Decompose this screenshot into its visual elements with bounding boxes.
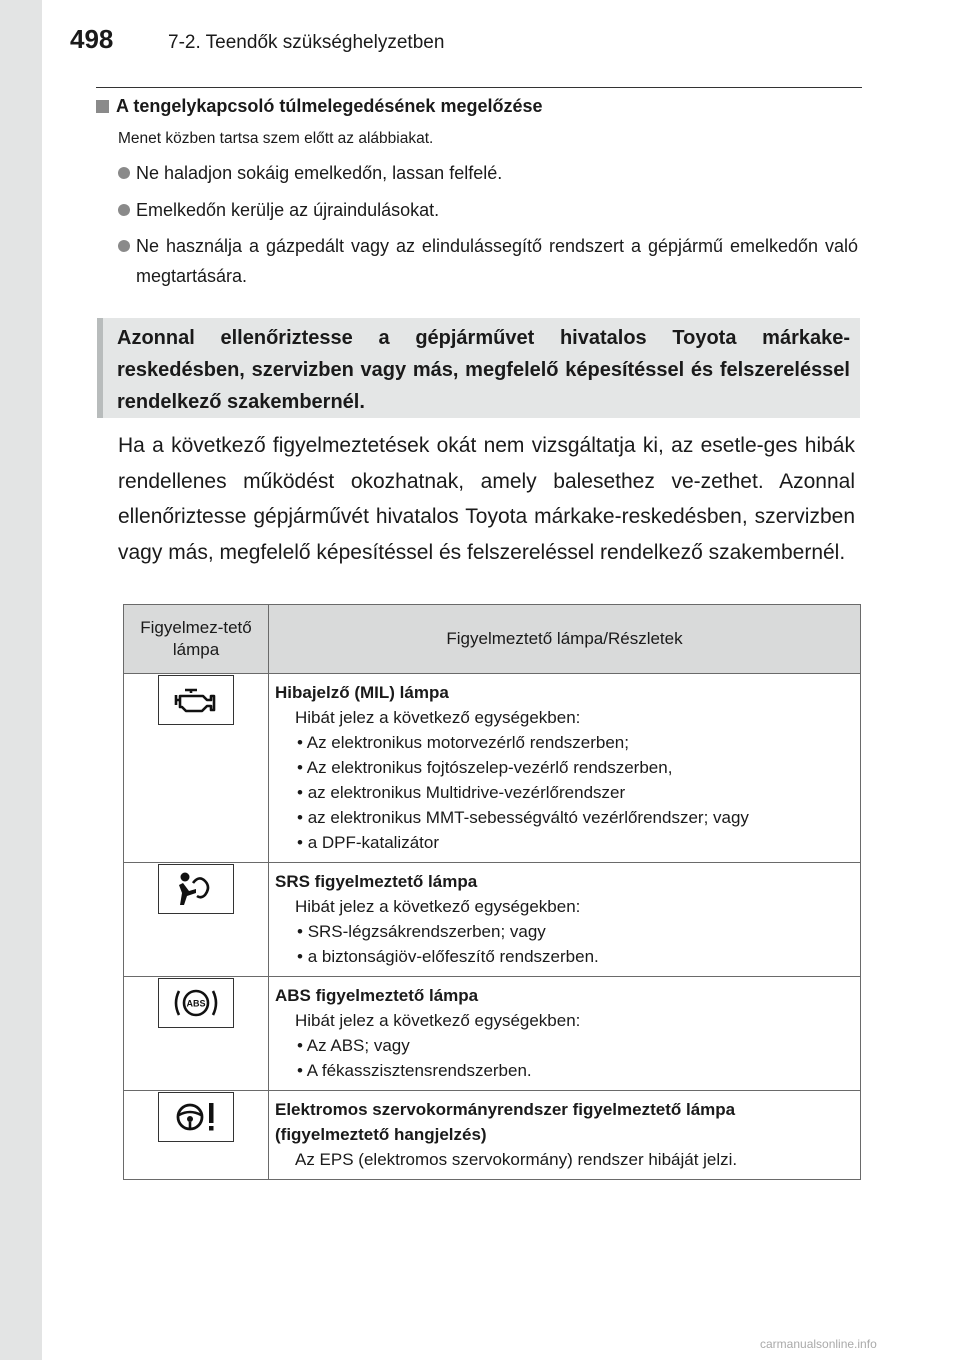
list-item: • Az elektronikus motorvezérlő rendszerben;: [297, 733, 629, 752]
header-rule: [96, 87, 862, 88]
icon-cell: [124, 674, 269, 863]
notice-box: [97, 318, 860, 418]
table-row: [124, 977, 861, 1091]
eps-icon: [158, 1092, 234, 1142]
header-lamp: Figyelmez-tető lámpa: [124, 605, 269, 674]
detail-cell: [269, 674, 861, 863]
icon-cell: [124, 977, 269, 1091]
list-item: • Az ABS; vagy: [297, 1036, 410, 1055]
table-header-row: [124, 605, 861, 674]
table-row: [124, 863, 861, 977]
page-number: 498: [70, 24, 114, 54]
lamp-desc: Hibát jelez a következő egységekben:: [295, 1011, 581, 1030]
list-item: • Az elektronikus fojtószelep-vezérlő rendszerben,: [297, 758, 673, 777]
list-item: • a DPF-katalizátor: [297, 833, 440, 852]
warning-lamp-table: [123, 604, 861, 1180]
table-row: [124, 674, 861, 863]
list-item: • A fékasszisztensrendszerben.: [297, 1061, 532, 1080]
bullet-text: Ne haladjon sokáig emelkedőn, lassan felfelé.: [136, 163, 503, 183]
engine-icon: [158, 675, 234, 725]
bullet-text: Emelkedőn kerülje az újraindulásokat.: [136, 200, 440, 220]
square-bullet-icon: [96, 100, 109, 113]
lamp-desc: Hibát jelez a következő egységekben:: [295, 897, 581, 916]
footer-watermark: carmanualsonline.info: [760, 1337, 877, 1351]
bullet-item: [118, 158, 858, 188]
body-paragraph: Ha a következő figyelmeztetések okát nem vizsgáltatja ki, az esetle-ges hibák rendellenes működést okozhatnak, amely balesethez ve-zethet. Azonnal ellenőriztesse gépjárművét hivatalos Toyota márkake-reskedésben, szervizben vagy más, megfelelő képesítéssel és felszereléssel rendelkező szakembernél.: [118, 434, 855, 564]
bullet-item: [118, 231, 858, 291]
list-item: • az elektronikus Multidrive-vezérlőrendszer: [297, 783, 626, 802]
lamp-title: SRS figyelmeztető lámpa: [275, 872, 478, 891]
header-details: Figyelmeztető lámpa/Részletek: [269, 605, 861, 674]
bullet-dot-icon: [118, 204, 130, 216]
notice-text: Azonnal ellenőriztesse a gépjárművet hivatalos Toyota márkake-reskedésben, szervizben vagy más, megfelelő képesítéssel és felszereléssel rendelkező szakembernél.: [117, 327, 850, 413]
list-item: • az elektronikus MMT-sebességváltó vezérlőrendszer; vagy: [297, 808, 749, 827]
chapter-title: 7-2. Teendők szükséghelyzetben: [168, 32, 445, 53]
icon-cell: [124, 1091, 269, 1180]
list-item: • SRS-légzsákrendszerben; vagy: [297, 922, 546, 941]
bullet-text: Ne használja a gázpedált vagy az elindulássegítő rendszert a gépjármű emelkedőn való megtartására.: [136, 236, 858, 286]
lamp-title: ABS figyelmeztető lámpa: [275, 986, 479, 1005]
abs-icon-label: ABS: [186, 998, 206, 1009]
page-sidebar: [0, 0, 42, 1360]
lamp-desc: Az EPS (elektromos szervokormány) rendszer hibáját jelzi.: [295, 1150, 738, 1169]
abs-icon: [158, 978, 234, 1028]
section-intro: Menet közben tartsa szem előtt az alábbiakat.: [118, 130, 434, 147]
detail-cell: [269, 863, 861, 977]
airbag-icon: [158, 864, 234, 914]
detail-cell: [269, 1091, 861, 1180]
list-item: • a biztonságiöv-előfeszítő rendszerben.: [297, 947, 599, 966]
section-title: [96, 96, 543, 117]
lamp-title: Elektromos szervokormányrendszer figyelmeztető lámpa (figyelmeztető hangjelzés): [275, 1100, 736, 1144]
bullet-item: [118, 195, 858, 225]
icon-cell: [124, 863, 269, 977]
bullet-dot-icon: [118, 167, 130, 179]
lamp-title: Hibajelző (MIL) lámpa: [275, 683, 449, 702]
lamp-desc: Hibát jelez a következő egységekben:: [295, 708, 581, 727]
section-title-text: A tengelykapcsoló túlmelegedésének megelőzése: [116, 96, 543, 116]
bullet-dot-icon: [118, 240, 130, 252]
table-row: [124, 1091, 861, 1180]
detail-cell: [269, 977, 861, 1091]
